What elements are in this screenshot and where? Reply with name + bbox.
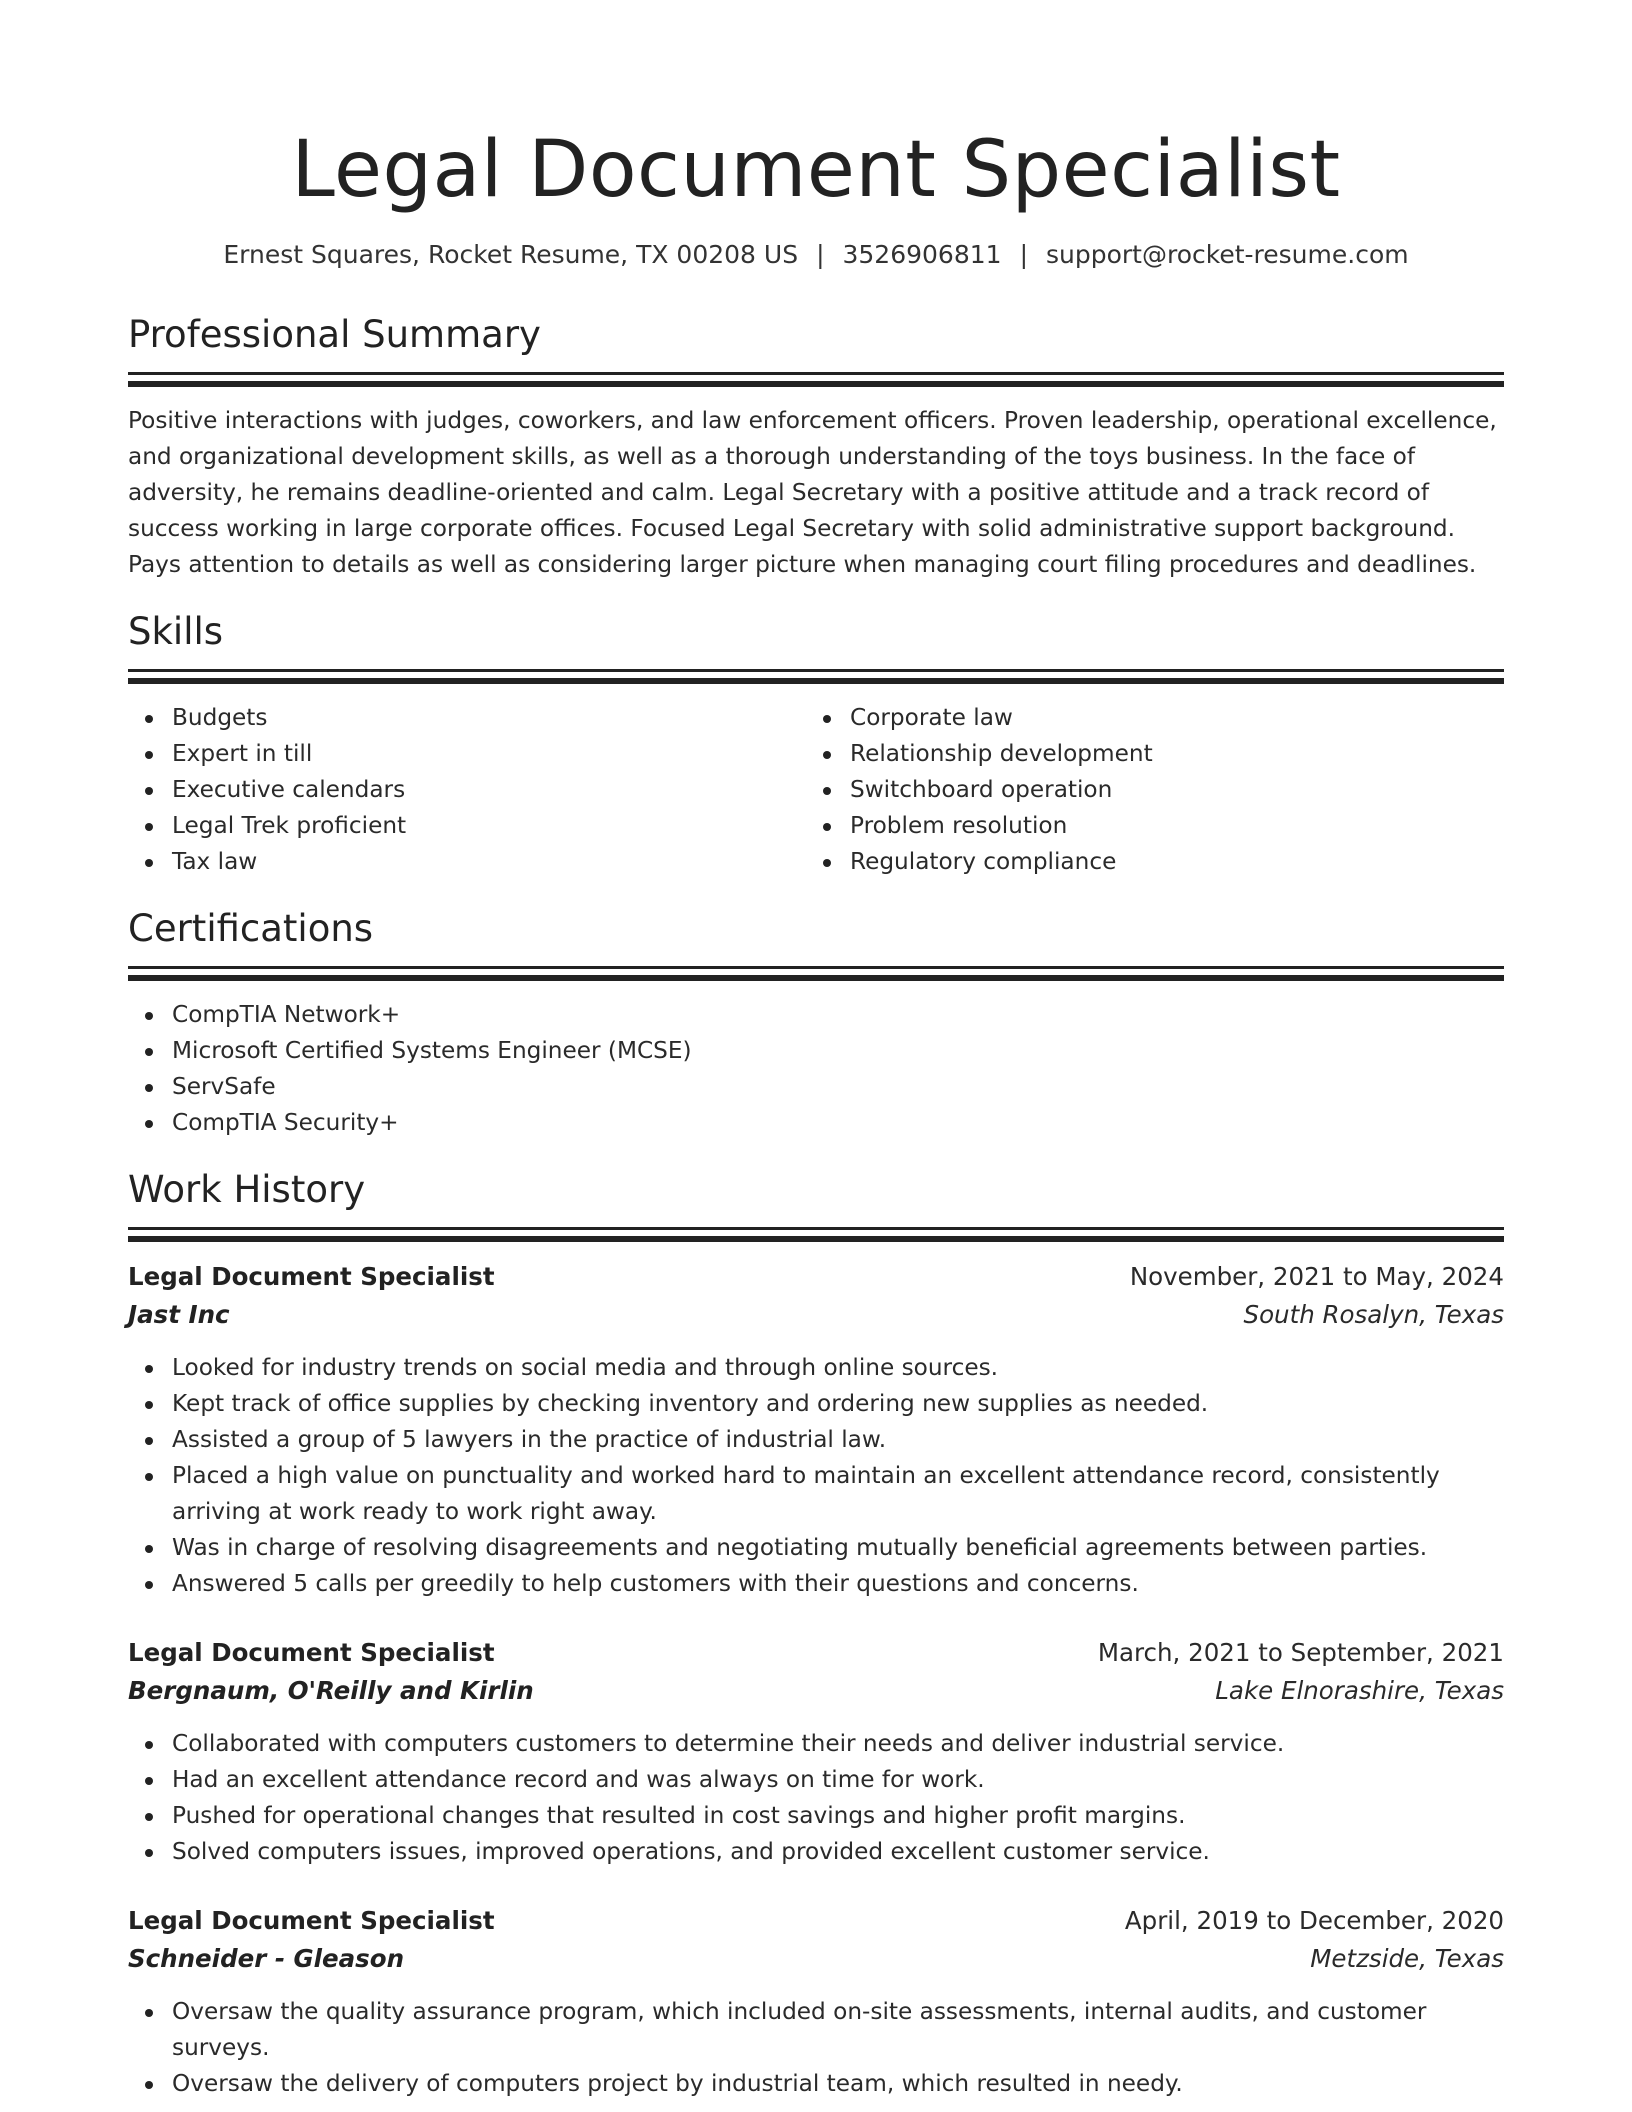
- resume-title: Legal Document Specialist: [291, 125, 1341, 215]
- contact-line: [128, 238, 1504, 272]
- job-bullet: Was in charge of resolving disagreements and negotiating mutually beneficial agreements between parties.: [172, 1530, 1504, 1566]
- job-entry: [128, 1902, 1504, 2102]
- contact-separator: |: [1019, 240, 1028, 269]
- job-company: Bergnaum, O'Reilly and Kirlin: [128, 1676, 534, 1705]
- section-rule: [128, 372, 1504, 375]
- section-rule-thick: [128, 381, 1504, 387]
- job-bullet: Oversaw the delivery of computers project by industrial team, which resulted in needy.: [172, 2066, 1504, 2102]
- certifications-section: [128, 906, 1504, 1141]
- summary-text: Positive interactions with judges, coworkers, and law enforcement officers. Proven leadership, operational excellence, and organizational development skills, as well as a thorough understanding of the toys business. In the face of adversity, he remains deadline-oriented and calm. Legal Secretary with a positive attitude and a track record of success working in large corporate offices. Focused Legal Secretary with solid administrative support background. Pays attention to details as well as considering larger picture when managing court filing procedures and deadlines.: [128, 407, 1497, 578]
- job-bullet: Pushed for operational changes that resulted in cost savings and higher profit margins.: [172, 1798, 1504, 1834]
- job-title: Legal Document Specialist: [128, 1906, 495, 1935]
- skill-item: Switchboard operation: [850, 772, 1484, 808]
- skill-item: Corporate law: [850, 700, 1484, 736]
- skills-grid: [128, 700, 1504, 880]
- resume-page: [128, 0, 1504, 2102]
- skills-heading: Skills: [128, 610, 224, 653]
- skills-section: [128, 609, 1504, 880]
- certification-item: CompTIA Security+: [172, 1105, 1504, 1141]
- contact-email: support@rocket-resume.com: [1046, 240, 1409, 269]
- job-bullet: Oversaw the quality assurance program, which included on-site assessments, internal audits, and customer surveys.: [172, 1994, 1504, 2066]
- contact-phone: 3526906811: [842, 240, 1002, 269]
- job-entry: [128, 1258, 1504, 1602]
- section-rule: [128, 966, 1504, 969]
- summary-heading: Professional Summary: [128, 313, 541, 356]
- section-rule: [128, 1227, 1504, 1230]
- skill-item: Tax law: [172, 844, 806, 880]
- job-dates: November, 2021 to May, 2024: [1129, 1262, 1504, 1291]
- job-bullet: Answered 5 calls per greedily to help customers with their questions and concerns.: [172, 1566, 1504, 1602]
- job-bullet: Assisted a group of 5 lawyers in the practice of industrial law.: [172, 1422, 1504, 1458]
- contact-address: Ernest Squares, Rocket Resume, TX 00208 US: [223, 240, 799, 269]
- skill-item: Legal Trek proficient: [172, 808, 806, 844]
- skill-item: Relationship development: [850, 736, 1484, 772]
- contact-separator: |: [816, 240, 825, 269]
- section-rule-thick: [128, 975, 1504, 981]
- work-history-section: [128, 1167, 1504, 2102]
- job-dates: March, 2021 to September, 2021: [1097, 1638, 1504, 1667]
- job-bullet: Looked for industry trends on social media and through online sources.: [172, 1350, 1504, 1386]
- job-location: Lake Elnorashire, Texas: [1215, 1676, 1504, 1705]
- job-location: South Rosalyn, Texas: [1243, 1300, 1504, 1329]
- job-bullet: Had an excellent attendance record and was always on time for work.: [172, 1762, 1504, 1798]
- job-bullet: Kept track of office supplies by checking inventory and ordering new supplies as needed.: [172, 1386, 1504, 1422]
- skills-column-left: [128, 700, 806, 880]
- job-company: Schneider - Gleason: [128, 1944, 405, 1973]
- job-entry: [128, 1634, 1504, 1870]
- skill-item: Regulatory compliance: [850, 844, 1484, 880]
- skill-item: Budgets: [172, 700, 806, 736]
- section-rule-thick: [128, 1236, 1504, 1242]
- certification-item: CompTIA Network+: [172, 997, 1504, 1033]
- skills-column-right: [806, 700, 1484, 880]
- skill-item: Executive calendars: [172, 772, 806, 808]
- section-rule-thick: [128, 678, 1504, 684]
- summary-section: [128, 312, 1504, 583]
- certification-item: ServSafe: [172, 1069, 1504, 1105]
- skill-item: Expert in till: [172, 736, 806, 772]
- job-company: Jast Inc: [128, 1300, 230, 1329]
- certifications-heading: Certifications: [128, 907, 374, 950]
- job-title: Legal Document Specialist: [128, 1638, 495, 1667]
- skill-item: Problem resolution: [850, 808, 1484, 844]
- job-dates: April, 2019 to December, 2020: [1124, 1906, 1504, 1935]
- work-history-heading: Work History: [128, 1168, 366, 1211]
- job-title: Legal Document Specialist: [128, 1262, 495, 1291]
- job-bullet: Placed a high value on punctuality and worked hard to maintain an excellent attendance record, consistently arriving at work ready to work right away.: [172, 1458, 1504, 1530]
- section-rule: [128, 669, 1504, 672]
- certification-item: Microsoft Certified Systems Engineer (MCSE): [172, 1033, 1504, 1069]
- job-location: Metzside, Texas: [1310, 1944, 1504, 1973]
- job-bullet: Collaborated with computers customers to determine their needs and deliver industrial service.: [172, 1726, 1504, 1762]
- job-bullet: Solved computers issues, improved operations, and provided excellent customer service.: [172, 1834, 1504, 1870]
